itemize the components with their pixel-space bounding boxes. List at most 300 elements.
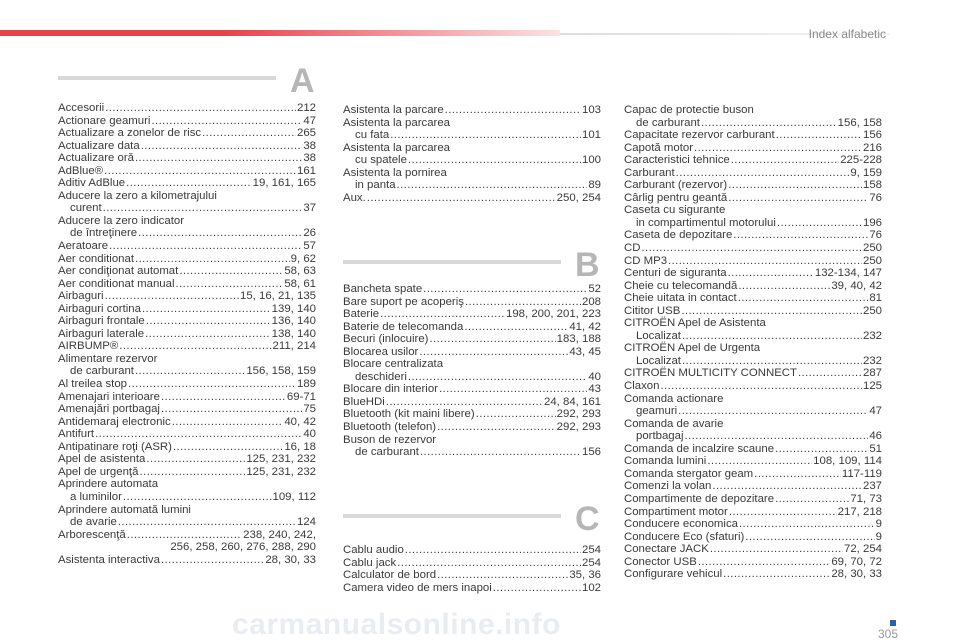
index-term: Localizat <box>636 329 681 342</box>
index-term: Buson de rezervor <box>343 433 437 446</box>
index-page-refs: 28, 30, 33 <box>831 568 882 581</box>
index-page-refs: 124 <box>296 516 316 529</box>
index-term: Blocare centralizata <box>343 358 444 371</box>
dot-leader <box>390 129 581 142</box>
dot-leader <box>798 367 862 380</box>
index-term: CITROËN Apel de Asistenta <box>624 317 766 330</box>
index-entry-line <box>624 506 882 519</box>
index-column-3 <box>624 104 882 581</box>
index-entry <box>624 380 882 393</box>
index-term: Conector USB <box>624 555 697 568</box>
dot-leader <box>728 192 868 205</box>
page-header-title: Index alfabetic <box>808 27 886 41</box>
index-entry-line <box>58 127 316 140</box>
index-page-refs: 238, 240, 242, <box>243 528 316 541</box>
index-page-refs: 250 <box>862 254 882 267</box>
index-page-refs: 103 <box>581 104 601 116</box>
index-entry-line <box>624 556 882 569</box>
dot-leader <box>423 283 587 296</box>
index-term: Capacitate rezervor carburant <box>624 129 775 142</box>
index-term: AdBlue® <box>58 164 104 177</box>
index-entry-line <box>58 240 316 253</box>
index-entry <box>624 167 882 180</box>
index-column-2-b <box>343 283 601 459</box>
index-term: Asistenta la parcarea <box>343 116 451 129</box>
index-entry <box>343 396 601 409</box>
index-entry-line <box>58 328 316 341</box>
index-page-refs: 43 <box>588 383 601 396</box>
index-entry <box>343 321 601 334</box>
index-entry <box>58 265 316 278</box>
index-entry <box>58 554 316 567</box>
index-entry-subline <box>343 446 601 459</box>
index-page-refs: 156, 158, 159 <box>246 365 316 378</box>
index-entry-subline <box>343 179 601 192</box>
index-page-refs: 15, 16, 21, 135 <box>239 290 316 303</box>
dot-leader <box>775 493 849 506</box>
index-entry <box>343 308 601 321</box>
dot-leader <box>161 391 286 404</box>
index-term: Bare suport pe acoperiş <box>343 295 464 308</box>
index-entry-line <box>624 518 882 531</box>
index-entry-line <box>343 569 601 582</box>
index-entry-subline <box>343 129 601 142</box>
index-entry-line <box>343 544 601 557</box>
index-page-refs: 57 <box>303 240 316 253</box>
index-term: CITROËN MULTICITY CONNECT <box>624 367 797 380</box>
index-term: Airbaguri laterale <box>58 327 145 340</box>
index-term: Bluetooth (kit maini libere) <box>343 408 475 421</box>
index-entry <box>58 177 316 190</box>
index-entry <box>58 140 316 153</box>
index-term: Camera video de mers inapoi <box>343 581 492 594</box>
index-page-refs: 41, 42 <box>569 320 601 333</box>
dot-leader <box>464 321 568 334</box>
index-term: Baterie de telecomanda <box>343 320 464 333</box>
index-entry <box>343 569 601 582</box>
index-term: Caseta de depozitare <box>624 229 733 242</box>
dot-leader <box>146 453 245 466</box>
dot-leader <box>476 408 556 421</box>
index-entry <box>624 242 882 255</box>
index-entry-subline <box>58 365 316 378</box>
dot-leader <box>678 405 868 418</box>
red-accent-bar <box>0 30 560 36</box>
dot-leader <box>465 296 581 309</box>
index-entry-line <box>624 305 882 318</box>
dot-leader <box>173 441 283 454</box>
index-entry-line <box>343 192 601 205</box>
index-entry <box>58 403 316 416</box>
index-entry-line <box>58 177 316 190</box>
index-page-refs: 37 <box>303 202 316 215</box>
index-entry-line <box>343 296 601 309</box>
index-term: in panta <box>355 179 396 192</box>
index-entry-line <box>624 418 882 431</box>
index-term: CD <box>624 242 641 255</box>
index-page-refs: 26 <box>303 227 316 240</box>
index-entry-line <box>343 408 601 421</box>
section-rule <box>58 76 276 80</box>
index-page-refs: 19, 161, 165 <box>252 177 316 190</box>
index-page-refs: 28, 30, 33 <box>265 553 316 566</box>
page-number: 305 <box>877 627 898 641</box>
index-term: Localizat <box>636 354 681 367</box>
index-term: geamuri <box>636 405 678 418</box>
index-entry <box>343 333 601 346</box>
index-entry <box>58 165 316 178</box>
index-entry-line <box>343 321 601 334</box>
index-column-2-a <box>343 104 601 204</box>
index-entry <box>624 455 882 468</box>
dot-leader <box>745 531 874 544</box>
index-page-refs: 81 <box>869 292 882 305</box>
index-entry <box>343 117 601 142</box>
index-term: Aer condiţionat automat <box>58 265 179 278</box>
index-entry-line <box>58 504 316 517</box>
index-entry <box>58 278 316 291</box>
index-page-refs: 52 <box>588 283 601 295</box>
index-entry-subline <box>624 117 882 130</box>
index-entry-line <box>58 253 316 266</box>
dot-leader <box>707 455 812 468</box>
index-entry-subline <box>343 371 601 384</box>
index-entry <box>624 154 882 167</box>
index-entry <box>624 493 882 506</box>
dot-leader <box>105 102 296 115</box>
index-entry-line <box>343 142 601 155</box>
index-entry <box>58 115 316 128</box>
index-entry <box>343 104 601 117</box>
index-page-refs: 254 <box>581 556 601 569</box>
index-entry <box>624 443 882 456</box>
index-entry <box>58 190 316 215</box>
index-term: cu fata <box>355 129 390 142</box>
index-entry <box>343 421 601 434</box>
dot-leader <box>145 328 271 341</box>
index-entry <box>58 353 316 378</box>
section-rule <box>343 260 561 264</box>
index-page-refs: 9 <box>875 530 882 543</box>
index-page-refs: 265 <box>296 127 316 140</box>
index-entry <box>624 367 882 380</box>
index-entry-line <box>343 557 601 570</box>
page-corner-marker <box>890 620 896 626</box>
dot-leader <box>161 554 264 567</box>
dot-leader <box>660 380 862 393</box>
index-entry <box>343 167 601 192</box>
index-term: Asistenta la pornirea <box>343 166 447 179</box>
index-entry <box>58 391 316 404</box>
index-entry-line <box>624 393 882 406</box>
index-entry-line <box>624 179 882 192</box>
index-entry-line <box>624 543 882 556</box>
index-entry-line <box>58 215 316 228</box>
dot-leader <box>408 371 587 384</box>
index-entry-line <box>58 140 316 153</box>
index-term: Antifurt <box>58 428 95 441</box>
index-term: Antipatinare roţi (ASR) <box>58 440 172 453</box>
index-page-refs: 132-134, 147 <box>814 267 882 280</box>
index-term: de carburant <box>355 446 419 459</box>
dot-leader <box>151 115 302 128</box>
index-page-refs: 46 <box>869 430 882 443</box>
index-page-refs: 125, 231, 232 <box>246 465 316 478</box>
dot-leader <box>437 421 556 434</box>
dot-leader <box>135 253 290 266</box>
index-term: Aducere la zero a kilometrajului <box>58 189 217 202</box>
index-page-refs: 38 <box>303 139 316 152</box>
index-page-refs: 40 <box>588 370 601 383</box>
dot-leader <box>139 466 245 479</box>
index-page-refs: 38 <box>303 152 316 165</box>
index-term: Apel de asistenta <box>58 453 146 466</box>
index-page-refs: 250 <box>862 304 882 317</box>
index-entry-line <box>58 265 316 278</box>
index-entry-line <box>58 290 316 303</box>
index-entry <box>624 418 882 443</box>
index-entry-line <box>624 292 882 305</box>
index-entry-subline <box>58 227 316 240</box>
index-page-refs: 237 <box>862 480 882 493</box>
index-entry <box>343 296 601 309</box>
dot-leader <box>685 430 869 443</box>
index-term: Aprindere automată lumini <box>58 503 191 516</box>
index-entry-line <box>624 468 882 481</box>
index-term: Actualizare data <box>58 139 140 152</box>
index-term: Calculator de bord <box>343 569 437 582</box>
index-entry <box>343 142 601 167</box>
index-term: Blocare din interior <box>343 383 438 396</box>
index-term: Conducere Eco (sfaturi) <box>624 530 745 543</box>
index-entry <box>624 342 882 367</box>
index-term: in compartimentul motorului <box>636 216 776 229</box>
index-entry-line <box>58 416 316 429</box>
index-entry <box>58 529 316 554</box>
section-heading-b <box>343 246 605 286</box>
index-term: Capac de protectie buson <box>624 104 754 116</box>
index-term: Caseta cu sigurante <box>624 204 726 217</box>
index-page-refs: 75 <box>303 403 316 416</box>
index-term: cu spatele <box>355 154 407 167</box>
index-term: Bluetooth (telefon) <box>343 421 437 434</box>
dot-leader <box>405 544 581 557</box>
dot-leader <box>439 383 587 396</box>
dot-leader <box>126 177 252 190</box>
index-term: Aux. <box>343 191 366 204</box>
index-entry-line <box>624 242 882 255</box>
index-entry-line <box>58 466 316 479</box>
index-page-refs: 58, 63 <box>284 265 316 278</box>
index-term: CITROËN Apel de Urgenta <box>624 342 761 355</box>
index-entry-line <box>624 493 882 506</box>
index-term: Aeratoare <box>58 240 109 253</box>
index-page-refs: 47 <box>869 405 882 418</box>
index-term: Comanda stergator geam <box>624 467 754 480</box>
index-entry <box>624 305 882 318</box>
dot-leader <box>135 365 245 378</box>
index-page-refs: 76 <box>869 191 882 204</box>
index-entry-line <box>624 167 882 180</box>
index-page-refs: 39, 40, 42 <box>831 279 882 292</box>
index-entry-line <box>624 142 882 155</box>
index-page-refs: 9, 62 <box>290 252 316 265</box>
dot-leader <box>668 255 862 268</box>
index-page-refs: 211, 214 <box>272 340 316 353</box>
index-entry-subline <box>343 154 601 167</box>
index-entry <box>624 229 882 242</box>
section-letter: A <box>290 62 315 100</box>
dot-leader <box>698 556 831 569</box>
index-page-refs: 72, 254 <box>843 543 882 556</box>
index-page-refs: 189 <box>296 378 316 391</box>
index-column-1 <box>58 102 316 566</box>
index-page-refs: 216 <box>862 141 882 154</box>
index-term: Amenajări portbagaj <box>58 403 160 416</box>
index-page-refs: 69, 70, 72 <box>831 555 882 568</box>
index-entry-line <box>624 480 882 493</box>
dot-leader <box>138 227 302 240</box>
dot-leader <box>729 506 837 519</box>
index-page-refs: 217, 218 <box>837 505 882 518</box>
dot-leader <box>723 568 830 581</box>
dot-leader <box>367 192 556 205</box>
index-term: Compartimente de depozitare <box>624 492 775 505</box>
index-page-refs: 47 <box>303 114 316 127</box>
index-entry <box>624 317 882 342</box>
index-entry-line <box>343 346 601 359</box>
index-entry-line <box>624 154 882 167</box>
dot-leader <box>105 290 239 303</box>
index-term: Configurare vehicul <box>624 568 723 581</box>
index-entry <box>624 531 882 544</box>
index-page-refs: 156 <box>581 446 601 459</box>
index-entry <box>624 267 882 280</box>
dot-leader <box>429 333 555 346</box>
index-entry <box>58 303 316 316</box>
index-entry-line <box>624 192 882 205</box>
index-entry-line <box>624 255 882 268</box>
index-entry <box>58 215 316 240</box>
index-term: Cablu jack <box>343 556 397 569</box>
index-term: Blocarea usilor <box>343 345 419 358</box>
index-page-refs: 156, 158 <box>837 116 882 129</box>
index-term: portbagaj <box>636 430 684 443</box>
index-entry <box>624 204 882 229</box>
index-term: Aer conditionat manual <box>58 277 175 290</box>
index-page-refs: 183, 188 <box>556 333 601 346</box>
index-term: Claxon <box>624 380 660 393</box>
index-entry <box>624 142 882 155</box>
index-entry-line <box>58 353 316 366</box>
index-entry <box>624 192 882 205</box>
index-page-refs: 292, 293 <box>556 421 601 434</box>
index-entry <box>624 543 882 556</box>
index-page-refs: 69-71 <box>286 390 316 403</box>
index-page-refs: 254 <box>581 544 601 556</box>
dot-leader <box>386 396 543 409</box>
dot-leader <box>641 242 862 255</box>
index-term: deschideri <box>355 370 407 383</box>
index-term: Asistenta la parcarea <box>343 141 451 154</box>
dot-leader <box>420 446 581 459</box>
index-entry <box>624 104 882 129</box>
index-term: Apel de urgenţă <box>58 465 139 478</box>
index-page-refs: 51 <box>869 442 882 455</box>
index-entry-line <box>624 367 882 380</box>
index-entry-line <box>58 340 316 353</box>
dot-leader <box>123 491 272 504</box>
index-term: Centuri de siguranta <box>624 267 727 280</box>
dot-leader <box>681 305 862 318</box>
index-term: Caracteristici tehnice <box>624 154 730 167</box>
index-entry-subline <box>58 516 316 529</box>
index-page-refs: 101 <box>581 129 601 142</box>
index-entry-line <box>58 441 316 454</box>
index-entry <box>343 192 601 205</box>
index-entry-line <box>58 428 316 441</box>
index-term: de avarie <box>70 516 117 529</box>
index-entry-line <box>58 554 316 567</box>
section-heading-a <box>58 62 320 102</box>
index-column-2-c <box>343 544 601 594</box>
index-entry-line <box>343 283 601 296</box>
index-entry-line <box>343 308 601 321</box>
index-entry <box>58 428 316 441</box>
index-page-refs: 196 <box>862 216 882 229</box>
index-page-refs: 208 <box>581 295 601 308</box>
index-entry-line <box>58 403 316 416</box>
index-entry <box>58 416 316 429</box>
index-entry-line <box>58 152 316 165</box>
index-entry <box>58 290 316 303</box>
index-page-refs: 225-228 <box>840 154 882 167</box>
index-entry-line <box>343 396 601 409</box>
index-entry <box>343 346 601 359</box>
index-entry <box>58 466 316 479</box>
index-term: Conectare JACK <box>624 543 709 556</box>
index-entry <box>58 152 316 165</box>
index-entry-line <box>58 529 316 542</box>
section-letter: B <box>575 246 600 284</box>
index-page-refs: 108, 109, 114 <box>813 455 882 468</box>
index-term: Comanda actionare <box>624 392 724 405</box>
index-entry-line <box>624 267 882 280</box>
index-term: Conducere economica <box>624 518 738 531</box>
index-entry-line <box>624 229 882 242</box>
index-term: Asistenta interactiva <box>58 553 160 566</box>
index-entry <box>624 480 882 493</box>
index-entry-subline <box>624 405 882 418</box>
index-entry-line <box>343 117 601 130</box>
index-page-refs: 76 <box>869 229 882 242</box>
index-entry <box>58 102 316 115</box>
index-entry <box>343 383 601 396</box>
index-page-refs: 158 <box>862 179 882 192</box>
dot-leader <box>118 516 296 529</box>
index-page-refs: 100 <box>581 154 601 167</box>
index-page-refs: 125 <box>862 380 882 393</box>
index-page-refs: 40 <box>303 428 316 441</box>
index-entry-line <box>343 434 601 447</box>
index-entry <box>58 378 316 391</box>
index-entry-subline <box>58 202 316 215</box>
index-page-refs: 156 <box>862 129 882 142</box>
index-term: Al treilea stop <box>58 378 128 391</box>
index-term: Comanda de avarie <box>624 417 724 430</box>
index-term: Cablu audio <box>343 544 404 556</box>
index-entry-line <box>343 582 601 595</box>
